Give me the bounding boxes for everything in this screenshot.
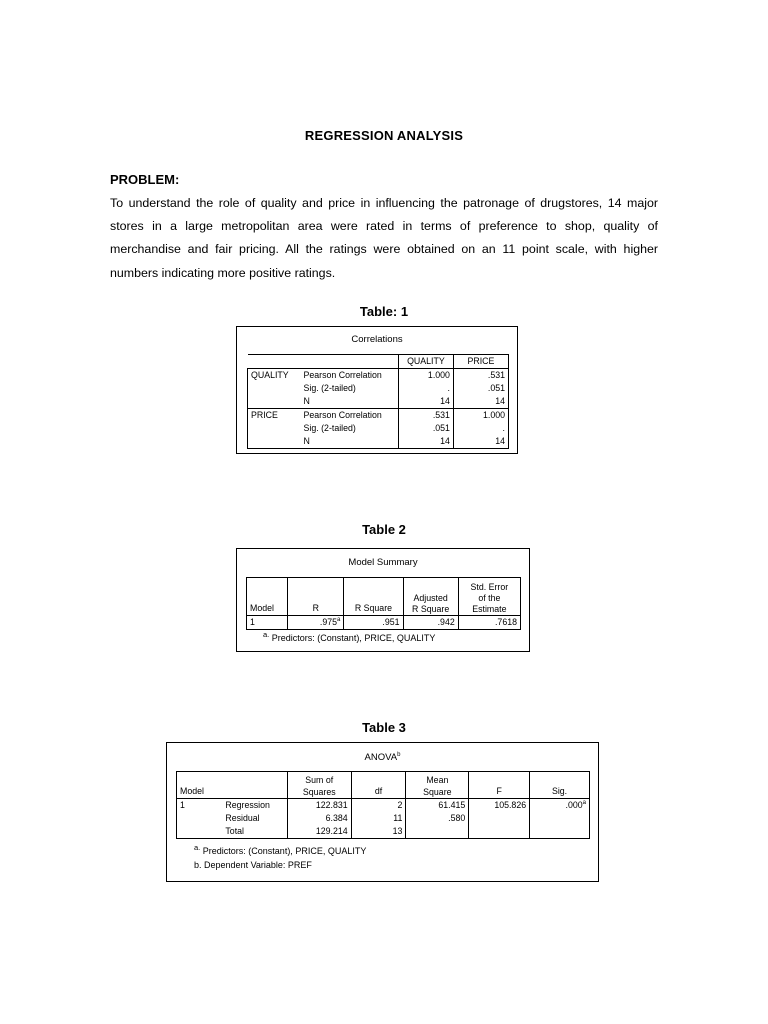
table-cell: 61.415 (406, 799, 469, 813)
header-sig: Sig. (530, 772, 590, 799)
correlations-table-box (236, 326, 518, 454)
footnote-label: a. (263, 630, 270, 639)
header-text: Adjusted (413, 593, 448, 603)
table-cell: Residual (225, 813, 260, 823)
table3-caption: Table 3 (362, 720, 406, 735)
table-cell (406, 825, 469, 839)
anova-box (166, 742, 599, 882)
header-text: Std. Error (470, 582, 509, 592)
table-row (248, 382, 509, 395)
header-row (247, 578, 521, 616)
table-cell: Total (222, 825, 287, 839)
header-std-error (458, 578, 520, 616)
table-cell: 6.384 (287, 812, 351, 825)
header-adjusted-r-square (403, 578, 458, 616)
row-header-quality: QUALITY (248, 369, 301, 383)
footnote-label: a. (194, 843, 201, 852)
model-summary-title: Model Summary (348, 557, 418, 568)
footnote-label: b. (194, 860, 202, 870)
header-r: R (288, 578, 344, 616)
table-row (247, 616, 521, 630)
table-row (177, 812, 590, 825)
stat-label: Pearson Correlation (301, 409, 399, 423)
header-r-square: R Square (344, 578, 403, 616)
table-cell: 1.000 (453, 409, 508, 423)
table-cell: 1 (247, 616, 288, 630)
table-cell: 14 (398, 435, 453, 449)
table-row (248, 409, 509, 423)
table-cell: 122.831 (287, 799, 351, 813)
header-text: Estimate (472, 604, 507, 614)
model-summary-box (236, 548, 530, 652)
col-header-quality: QUALITY (398, 355, 453, 369)
header-text: Sum of (305, 775, 334, 785)
table-cell: .942 (403, 616, 458, 630)
table-cell: .531 (453, 369, 508, 383)
table-cell (530, 812, 590, 825)
footnote-a (194, 843, 366, 856)
table-cell: 13 (351, 825, 406, 839)
table-row (177, 825, 590, 839)
header-text: Squares (302, 787, 336, 797)
header-row (177, 772, 590, 799)
table-row (248, 369, 509, 383)
model-summary-table (246, 577, 521, 630)
table-cell: 1 (177, 799, 223, 813)
row-header-price: PRICE (248, 409, 301, 423)
footnote-marker: b (397, 751, 401, 758)
table-cell: 14 (398, 395, 453, 409)
table-row (177, 799, 590, 813)
table2-caption: Table 2 (362, 522, 406, 537)
stat-label: Sig. (2-tailed) (303, 423, 356, 433)
table-cell: .051 (398, 422, 453, 435)
table-cell (288, 616, 344, 630)
header-text: of the (478, 593, 501, 603)
table-cell (469, 825, 530, 839)
table-cell (469, 812, 530, 825)
table-row (248, 395, 509, 409)
correlations-header-row (248, 355, 509, 369)
table-row (248, 422, 509, 435)
table-cell: .531 (398, 409, 453, 423)
table-cell: .951 (344, 616, 403, 630)
table-cell: 14 (453, 435, 508, 449)
stat-label: Sig. (2-tailed) (303, 383, 356, 393)
page-title: REGRESSION ANALYSIS (304, 128, 464, 143)
table-cell: .580 (406, 812, 469, 825)
table-cell: .051 (453, 382, 508, 395)
header-f: F (469, 772, 530, 799)
anova-table (176, 771, 590, 839)
correlations-title: Correlations (351, 334, 403, 345)
header-model: Model (247, 578, 288, 616)
footnote-text: Predictors: (Constant), PRICE, QUALITY (202, 846, 367, 856)
footnote-text: Predictors: (Constant), PRICE, QUALITY (271, 633, 436, 643)
header-sum-of-squares (287, 772, 351, 799)
table-cell: 105.826 (469, 799, 530, 813)
table-row (248, 435, 509, 449)
stat-label: Pearson Correlation (301, 369, 399, 383)
table-cell: . (453, 422, 508, 435)
table-cell: 1.000 (398, 369, 453, 383)
table-cell (530, 799, 590, 813)
header-text: Mean (426, 775, 449, 785)
problem-text: To understand the role of quality and price in influencing the patronage of drugstores, 14 major stores in a large metropolitan area were rated in terms of preference to shop, quality of merchandise and fair pricing. All the ratings were obtained on an 11 point scale, with higher numbers indicating more positive ratings. (110, 196, 658, 280)
table-cell: 2 (351, 799, 406, 813)
footnote-text: Dependent Variable: PREF (204, 860, 312, 870)
header-df: df (351, 772, 406, 799)
anova-title-text: ANOVA (364, 752, 398, 763)
table-cell: 11 (351, 812, 406, 825)
footnote-marker: a (582, 800, 586, 807)
correlations-table (247, 354, 509, 449)
table1-caption: Table: 1 (359, 304, 409, 319)
table-cell: .7618 (458, 616, 520, 630)
stat-label: N (303, 396, 310, 406)
footnote-b (194, 860, 312, 870)
problem-heading: PROBLEM: (110, 172, 180, 187)
header-model: Model (177, 772, 223, 799)
header-mean-square (406, 772, 469, 799)
table-cell: 14 (453, 395, 508, 409)
r-value: .975 (319, 617, 337, 627)
footnote-marker: a (337, 617, 341, 624)
table-cell: . (398, 382, 453, 395)
table-cell: Regression (225, 800, 270, 810)
footnote-a (263, 630, 435, 643)
header-text: Square (423, 787, 452, 797)
anova-title (167, 752, 598, 763)
table-cell (530, 825, 590, 839)
col-header-price: PRICE (453, 355, 508, 369)
sig-value: .000 (565, 800, 583, 810)
stat-label: N (301, 435, 399, 449)
table-cell: 129.214 (287, 825, 351, 839)
header-text: R Square (412, 604, 450, 614)
